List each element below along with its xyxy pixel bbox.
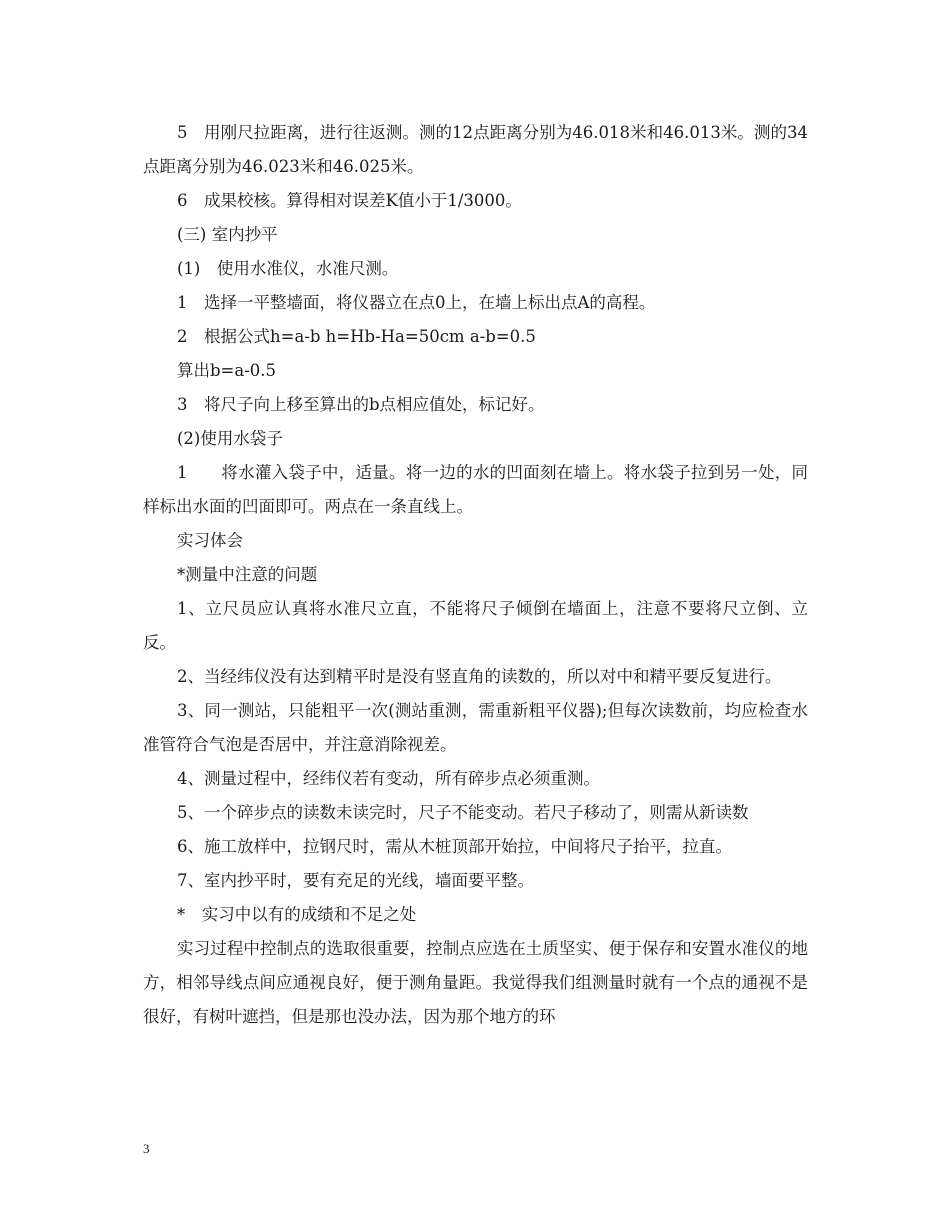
paragraph: 1、立尺员应认真将水准尺立直，不能将尺子倾倒在墙面上，注意不要将尺立倒、立反。 [143, 599, 808, 652]
paragraph: 1 将水灌入袋子中，适量。将一边的水的凹面刻在墙上。将水袋子拉到另一处，同样标出水面的凹面即可。两点在一条直线上。 [143, 463, 808, 516]
paragraph: 1 选择一平整墙面，将仪器立在点0上，在墙上标出点A的高程。 [177, 293, 656, 312]
paragraph: *测量中注意的问题 [177, 565, 318, 584]
paragraph: 算出b=a-0.5 [177, 361, 277, 380]
paragraph: 6 成果校核。算得相对误差K值小于1/3000。 [177, 191, 522, 210]
paragraph: 实习体会 [177, 531, 243, 550]
paragraph: 6、施工放样中，拉钢尺时，需从木桩顶部开始拉，中间将尺子抬平，拉直。 [177, 837, 732, 856]
paragraph: 5、一个碎步点的读数未读完时，尺子不能变动。若尺子移动了，则需从新读数 [177, 803, 749, 822]
document-body [143, 116, 808, 1034]
paragraph: (2)使用水袋子 [177, 429, 283, 448]
paragraph: 实习过程中控制点的选取很重要，控制点应选在土质坚实、便于保存和安置水准仪的地方，相邻导线点间应通视良好，便于测角量距。我觉得我们组测量时就有一个点的通视不是很好，有树叶遮挡，但是那也没办法，因为那个地方的环 [143, 939, 808, 1026]
paragraph: 3 将尺子向上移至算出的b点相应值处，标记好。 [177, 395, 545, 414]
paragraph: * 实习中以有的成绩和不足之处 [177, 905, 417, 924]
paragraph: (三) 室内抄平 [177, 225, 278, 244]
paragraph: 7、室内抄平时，要有充足的光线，墙面要平整。 [177, 871, 534, 890]
paragraph: 2 根据公式h=a-b h=Hb-Ha=50cm a-b=0.5 [177, 327, 536, 346]
paragraph: 4、测量过程中，经纬仪若有变动，所有碎步点必须重测。 [177, 769, 600, 788]
paragraph: 3、同一测站，只能粗平一次(测站重测，需重新粗平仪器);但每次读数前，均应检查水准管符合气泡是否居中，并注意消除视差。 [143, 701, 808, 754]
page-number: 3 [143, 1141, 150, 1156]
paragraph: 2、当经纬仪没有达到精平时是没有竖直角的读数的，所以对中和精平要反复进行。 [177, 667, 782, 686]
paragraph: 5 用刚尺拉距离，进行往返测。测的12点距离分别为46.018米和46.013米。测的34点距离分别为46.023米和46.025米。 [143, 123, 808, 176]
paragraph: (1) 使用水准仪，水准尺测。 [177, 259, 399, 278]
